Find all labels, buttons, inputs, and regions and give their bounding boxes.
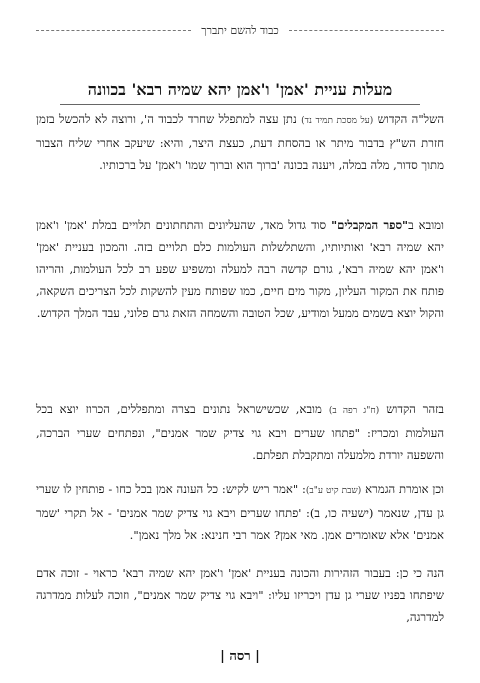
paragraph-5-lead: הנה כי כן: <box>395 566 445 580</box>
paragraph-4-text: : "אמר ריש לקיש: כל העונה אמן בכל כחו - פותחין לו שערי גן עדן, שנאמר (ישעיה כו, ב): 'פתחו שערים ויבא גוי צדיק שמר אמנים' - אל תקרי 'שמר אמנים' אלא שאומרים אמן. מאי אמן? אמר רבי חנינא: אל מלך נאמן". <box>36 482 444 542</box>
paragraph-2-text: סוד גדול מאד, שהעליונים והתחתונים תלויים במלת 'אמן' ו'אמן יהא שמיה רבא' ואותיותיו, והשתלשלות העולמות כלם תלויים בזה. והמכון בעניית 'אמן' ו'אמן יהא שמיה רבא', גורם קדשה רבה למעלה ומשפיע שפע רב לכל העולמות, והריהו פותח את המקור העליון, מקור מים חיים, כמו שפותח מעין להשקות לכל הצריכים השקאה, והקול יוצא בשמים ממעל ומודיע, שכל הטובה והשמחה הזאת גרם פלוני, עבד המלך הקדוש. <box>36 218 444 320</box>
paragraph-4 <box>36 478 444 546</box>
page-number: | רסה | <box>220 649 260 664</box>
paragraph-5-text: בעבור הזהירות והכונה בעניית 'אמן' ו'אמן יהא שמיה רבא' כראוי - זוכה אדם שיפתחו בפניו שערי גן עדן ויכריזו עליו: "ויבא גוי צדיק שמר אמנים", וזוכה לעלות ממדרגה למדרגה, <box>36 566 444 624</box>
paragraph-5 <box>36 562 444 628</box>
title-underline <box>60 104 420 105</box>
paragraph-2-book-name: "ספר המקבלים" <box>331 218 409 232</box>
paragraph-1-source: (על מסכת תמיד נד) <box>301 116 374 126</box>
paragraph-1 <box>36 108 444 176</box>
paragraph-3 <box>36 398 444 466</box>
header-dash-left <box>36 30 191 31</box>
paragraph-2-lead: ומובא ב <box>408 218 445 232</box>
header-dash-right <box>289 30 444 31</box>
running-header <box>36 22 444 38</box>
paragraph-2 <box>36 214 444 324</box>
paragraph-1-text: נתן עצה למתפלל שחרד לכבוד ה', ורוצה לא להכשל בזמן חזרת הש"ץ בדבור מיתר או בהסחת דעת, כעצת היצר, והיא: שיעקב אחרי שליח הצבור מתוך סדור, מלה במלה, ויענה בכונה 'ברוך הוא וברוך שמו' ו'אמן' על ברכותיו. <box>36 112 444 172</box>
paragraph-4-lead: וכן אומרת הגמרא <box>365 482 445 496</box>
paragraph-3-lead: בזהר הקדוש <box>386 402 444 416</box>
paragraph-3-text: מובא, שכשישראל נתונים בצרה ומתפללים, הכרוז יוצא בכל העולמות ומכריז: "פתחו שערים ויבא גוי צדיק שמר אמנים", ונפתחים שערי הברכה, והשפעה יורדת מלמעלה ומתקבלת תפלתם. <box>36 402 444 462</box>
paragraph-4-source: (שבת קיט ע"ב) <box>305 486 362 496</box>
chapter-title: מעלות עניית 'אמן' ו'אמן יהא שמיה רבא' בכוונה <box>87 80 393 99</box>
header-text: כבוד להשם יתברך <box>201 23 279 37</box>
paragraph-1-lead: השל"ה הקדוש <box>377 112 444 126</box>
paragraph-3-source: (ח"ג רפה ב) <box>328 406 380 416</box>
